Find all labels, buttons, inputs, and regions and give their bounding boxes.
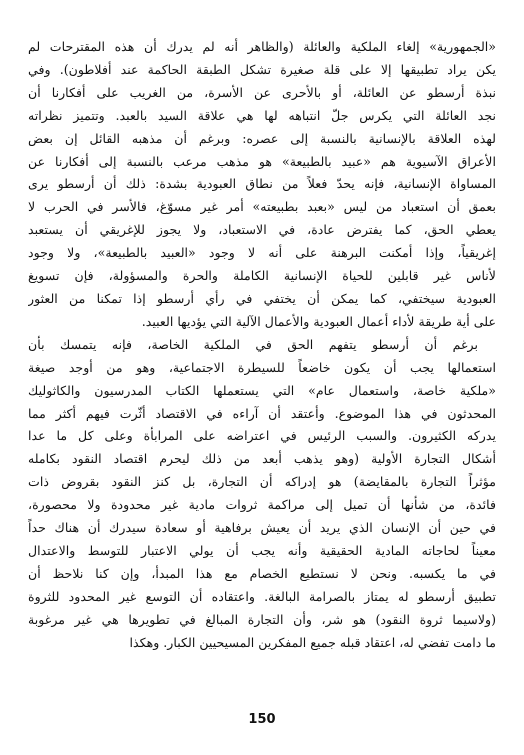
text-line: لأناس غير قابلين للحياة الإنسانية الكاملة والحرة والمسؤولة، فإن تسويغ — [28, 268, 496, 284]
text-line: في ما يكسبه. ونحن لا نستطيع الخصام مع هذا المبدأ، وإن كنا نلاحظ أن — [28, 565, 496, 581]
page-number: 150 — [248, 712, 276, 727]
text-line: الأعراق الآسيوية هم «عبيد بالطبيعة» هو مذهب مرعب بالنسبة إلى أفكارنا عن — [28, 153, 496, 169]
text-line: المساواة الإنسانية، فإنه يحدّ فعلاً من نطاق العبودية بشدة: ذلك أن أرسطو يرى — [28, 176, 496, 192]
text-line: إغريقياً، وإذا أمكنت البرهنة على أنه لا وجود «العبيد بالطبيعة»، ولا وجود — [28, 245, 496, 261]
text-line: على أية طريقة لأداء أعمال العبودية والأعمال الآلية التي يؤديها العبيد. — [141, 313, 496, 329]
text-line: (ولاسيما ثروة النقود) هو شر، وأن التجارة المبالغ في تطويرها هي غير مرغوبة — [28, 611, 496, 627]
text-line: استعمالها يجب أن يكون خاضعاً للسيطرة الاجتماعية، وهو من أوجد صيغة — [28, 359, 496, 375]
text-line: يدركه الكثيرون. والسبب الرئيس في اعتراضه على المرابأة وعلى كل ما عدا — [28, 428, 496, 444]
text-line: فائدة، من شأنها أن تميل إلى مراكمة ثروات مادية غير محدودة ولا محصورة، — [28, 497, 496, 513]
text-line: برغم أن أرسطو يتفهم الحق في الملكية الخاصة، فإنه يتمسك بأن — [28, 336, 478, 352]
text-line: ما دامت تفضي له، اعتقاد قبله جميع المفكرين المسيحيين الكبار. وهكذا — [129, 634, 496, 650]
text-line: بعمق أن استعباد من ليس «بعبد بطبيعته» أمر غير مسوّغ، فالأسر في الحرب لا — [28, 199, 496, 215]
text-line: تطبيق أرسطو له يمتاز بالصرامة البالغة. واعتقاده أن التوسع غير المحدود للثروة — [28, 588, 496, 604]
text-line: نبذة أرسطو عن العائلة، أو بالأحرى عن الأسرة، من الغريب على أفكارنا أن — [28, 84, 496, 100]
text-line: لهذه العلاقة بالإنسانية بالنسبة إلى عصره: وبرغم أن مذهبه القائل إن بعض — [28, 130, 496, 146]
paragraph-2 — [28, 334, 496, 655]
text-line: أشكال التجارة الأولية (وهو يذهب أبعد من ذلك ليحرم اقتصاد النقود بكامله — [28, 451, 496, 467]
text-line: المحدثون في هذا الموضوع. وأعتقد أن آراءه في الاقتصاد أثّرت فيهم أكثر مما — [28, 405, 496, 421]
text-line: العبودية سيختفي، كما يمكن أن يختفي في رأي أرسطو إذا تمكنا من العثور — [28, 290, 496, 306]
text-line: نجد العائلة التي يكرس جلّ انتباهه لها هي علاقة السيد بالعبد. وتتميز نظراته — [28, 107, 496, 123]
text-line: في حين أن الإنسان الذي يريد أن يعيش برفاهية أو سعادة سيدرك أن هناك حداً — [28, 520, 496, 536]
text-line: يعطي الحق، كما يفترض عادة، في الاستعباد، ولا يجوز للإغريقي أن يستعبد — [28, 222, 496, 238]
text-line: معيناً لحاجاته المادية الحقيقية وأنه يجب أن يولي الاعتبار للتوسط والاعتدال — [28, 542, 496, 558]
text-line: يكن يراد تطبيقها إلا على قلة صغيرة تشكل الطبقة الحاكمة عند أفلاطون). وفي — [28, 61, 496, 77]
paragraph-1 — [28, 36, 496, 334]
text-line: مؤثراً التجارة بالمقايضة) هو إدراكه أن التجارة، بل كنز النقود بقروض ذات — [28, 474, 496, 490]
page-body — [28, 36, 496, 696]
text-line: «الجمهورية» إلغاء الملكية والعائلة (والظاهر أنه لم يدرك أن هذه المقترحات لم — [28, 39, 496, 54]
text-line: «ملكية خاصة، واستعمال عام» التي يستعملها الكتاب المدرسيون والكاثوليك — [28, 382, 496, 398]
